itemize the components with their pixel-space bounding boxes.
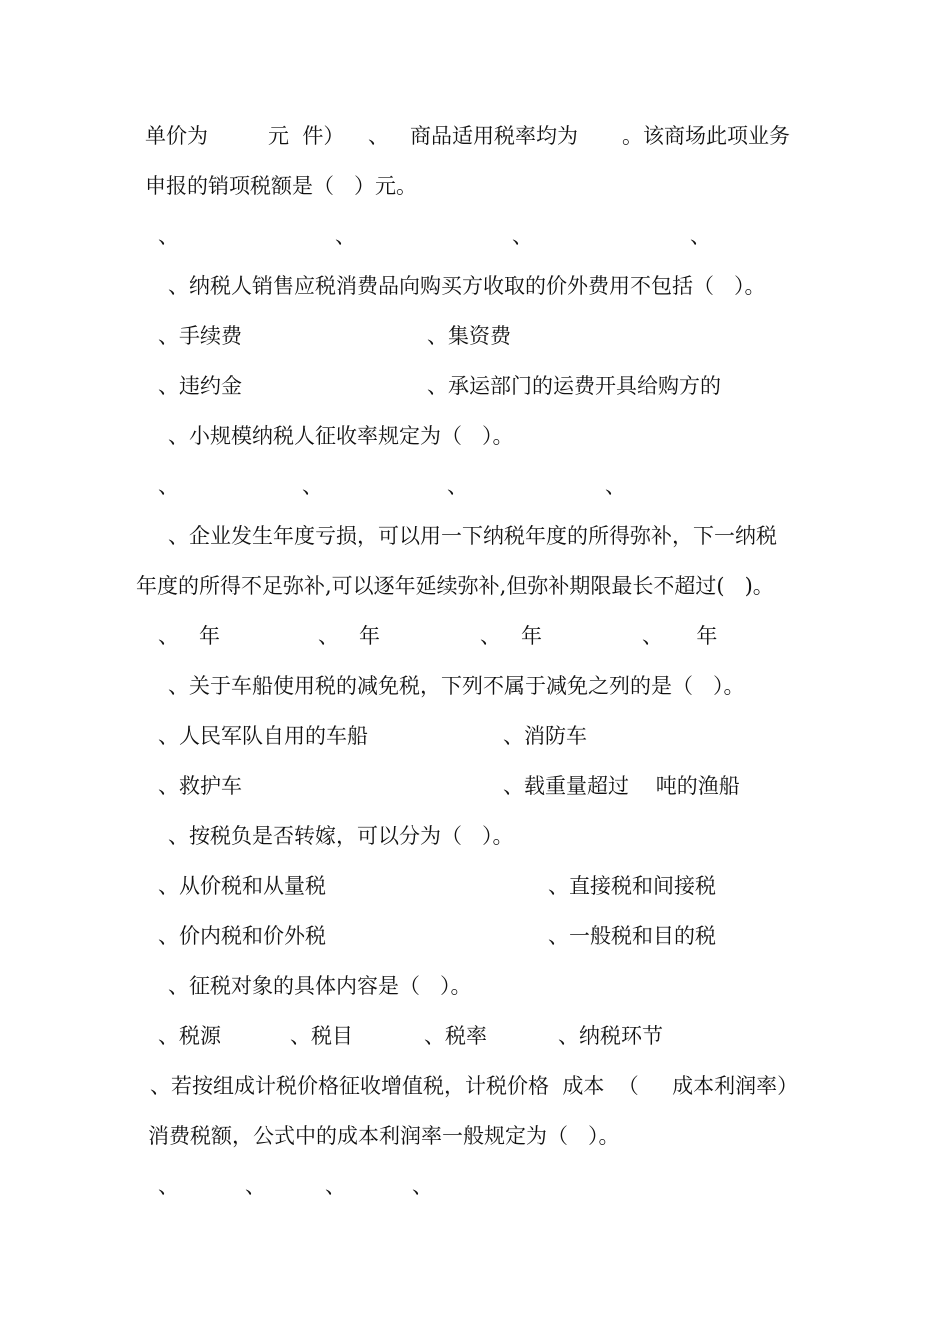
text-tax-rate: 商品适用税率均为 <box>410 124 578 148</box>
option-c: 、救护车 <box>158 774 242 798</box>
option-d: 、一般税和目的税 <box>548 924 716 948</box>
option-c: 、违约金 <box>158 374 242 398</box>
text-business: 。该商场此项业务 <box>622 124 790 148</box>
option-d: 、 年 <box>642 624 718 648</box>
question-vessel-tax: 、关于车船使用税的减免税，下列不属于减免之列的是（ ）。 <box>168 674 745 698</box>
option-c: 、 <box>447 474 468 498</box>
option-d: 、承运部门的运费开具给购方的 <box>427 374 721 398</box>
option-b: 、消防车 <box>503 724 587 748</box>
option-c: 、 年 <box>480 624 543 648</box>
option-b: 、 <box>245 1174 266 1198</box>
option-c: 、 <box>512 224 533 248</box>
question-tax-shift: 、按税负是否转嫁，可以分为（ ）。 <box>168 824 514 848</box>
question-tax-object: 、征税对象的具体内容是（ ）。 <box>168 974 472 998</box>
option-a: 、 <box>158 474 179 498</box>
option-b: 、直接税和间接税 <box>548 874 716 898</box>
option-b: 、 <box>302 474 323 498</box>
question-output-tax: 申报的销项税额是（ ）元。 <box>145 174 418 198</box>
text-comma: 、 <box>368 124 389 148</box>
question-extra-fees: 、纳税人销售应税消费品向购买方收取的价外费用不包括（ ）。 <box>168 274 766 298</box>
option-a: 、 <box>158 1174 179 1198</box>
option-d: 、纳税环节 <box>558 1024 663 1048</box>
option-b: 、 年 <box>318 624 381 648</box>
option-a: 、从价税和从量税 <box>158 874 326 898</box>
option-a: 、税源 <box>158 1024 221 1048</box>
question-loss-line2: 年度的所得不足弥补,可以逐年延续弥补,但弥补期限最长不超过( )。 <box>136 574 774 598</box>
option-a: 、 年 <box>158 624 221 648</box>
option-b: 、税目 <box>290 1024 353 1048</box>
option-a: 、手续费 <box>158 324 242 348</box>
option-d: 、 <box>690 224 711 248</box>
question-composite-price-line1: 、若按组成计税价格征收增值税，计税价格 成本 （ 成本利润率） <box>150 1074 799 1098</box>
option-d: 、 <box>412 1174 433 1198</box>
option-d: 、 <box>605 474 626 498</box>
option-c: 、 <box>325 1174 346 1198</box>
question-small-taxpayer: 、小规模纳税人征收率规定为（ ）。 <box>168 424 514 448</box>
option-d: 、载重量超过 吨的渔船 <box>503 774 740 798</box>
question-composite-price-line2: 消费税额，公式中的成本利润率一般规定为（ ）。 <box>148 1124 620 1148</box>
option-c: 、税率 <box>424 1024 487 1048</box>
option-a: 、人民军队自用的车船 <box>158 724 368 748</box>
option-c: 、价内税和价外税 <box>158 924 326 948</box>
option-b: 、 <box>335 224 356 248</box>
option-a: 、 <box>158 224 179 248</box>
question-loss-line1: 、企业发生年度亏损，可以用一下纳税年度的所得弥补，下一纳税 <box>168 524 777 548</box>
option-b: 、集资费 <box>427 324 511 348</box>
text-unit-price: 单价为 <box>145 124 208 148</box>
text-unit-yuan: 元 件） <box>268 124 345 148</box>
